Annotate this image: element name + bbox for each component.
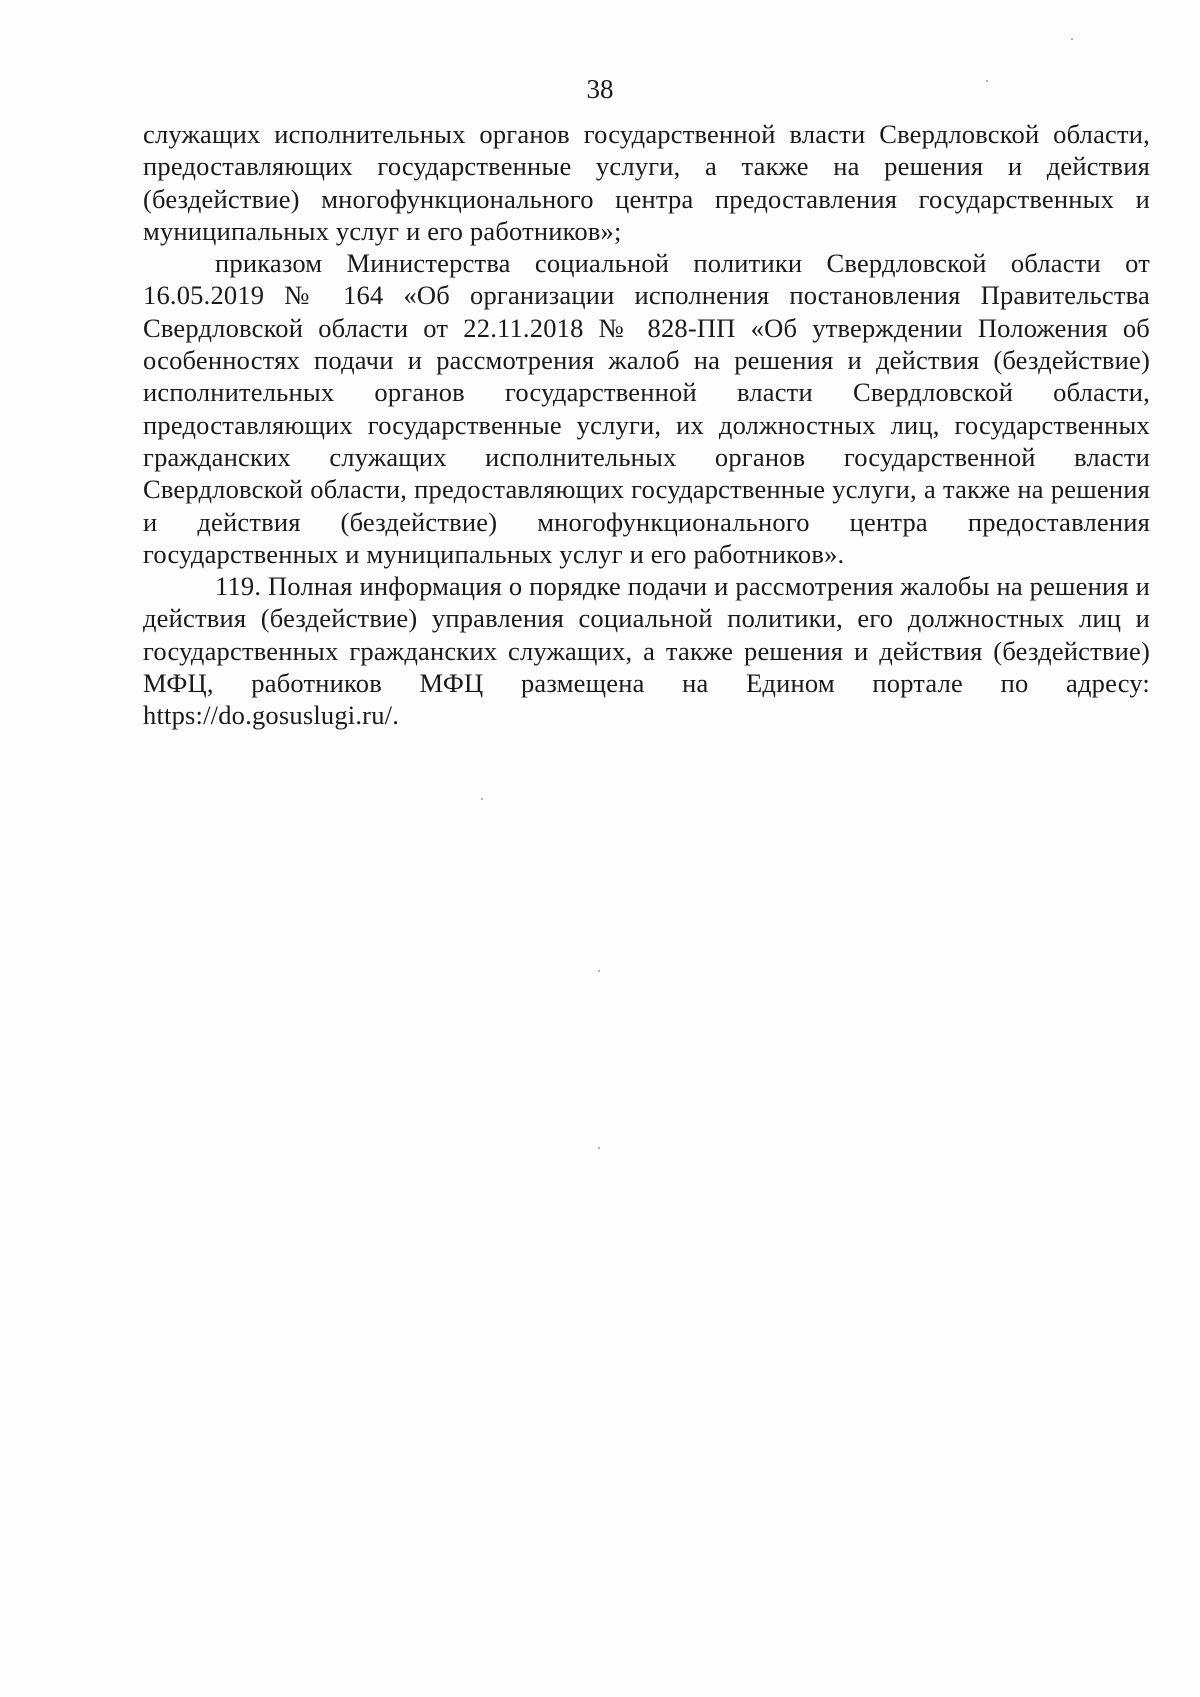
document-body xyxy=(143,118,1150,732)
paragraph-continuation: служащих исполнительных органов государственной власти Свердловской области, предоставляющих государственные услуги, а также на решения и действия (бездействие) многофункционального центра предоставления государственных и муниципальных услуг и его работников»; xyxy=(143,119,1150,246)
scan-speck xyxy=(598,970,600,972)
paragraph-119: 119. Полная информация о порядке подачи и рассмотрения жалобы на решения и действия (бездействие) управления социальной политики, его должностных лиц и государственных гражданских служащих, а также решения и действия (бездействие) МФЦ, работников МФЦ размещена на Едином портале по адресу: https://do.gosuslugi.ru/. xyxy=(143,571,1150,731)
scan-speck xyxy=(598,1147,600,1149)
scan-speck xyxy=(481,798,483,800)
page-number: 38 xyxy=(586,74,614,104)
paragraph-order-reference: приказом Министерства социальной политики Свердловской области от 16.05.2019 № 164 «Об организации исполнения постановления Правительства Свердловской области от 22.11.2018 № 828-ПП «Об утверждении Положения об особенностях подачи и рассмотрения жалоб на решения и действия (бездействие) исполнительных органов государственной власти Свердловской области, предоставляющих государственные услуги, их должностных лиц, государственных гражданских служащих исполнительных органов государственной власти Свердловской области, предоставляющих государственные услуги, а также на решения и действия (бездействие) многофункционального центра предоставления государственных и муниципальных услуг и его работников». xyxy=(143,248,1150,569)
scan-speck xyxy=(1071,38,1073,40)
scan-speck xyxy=(986,80,988,82)
